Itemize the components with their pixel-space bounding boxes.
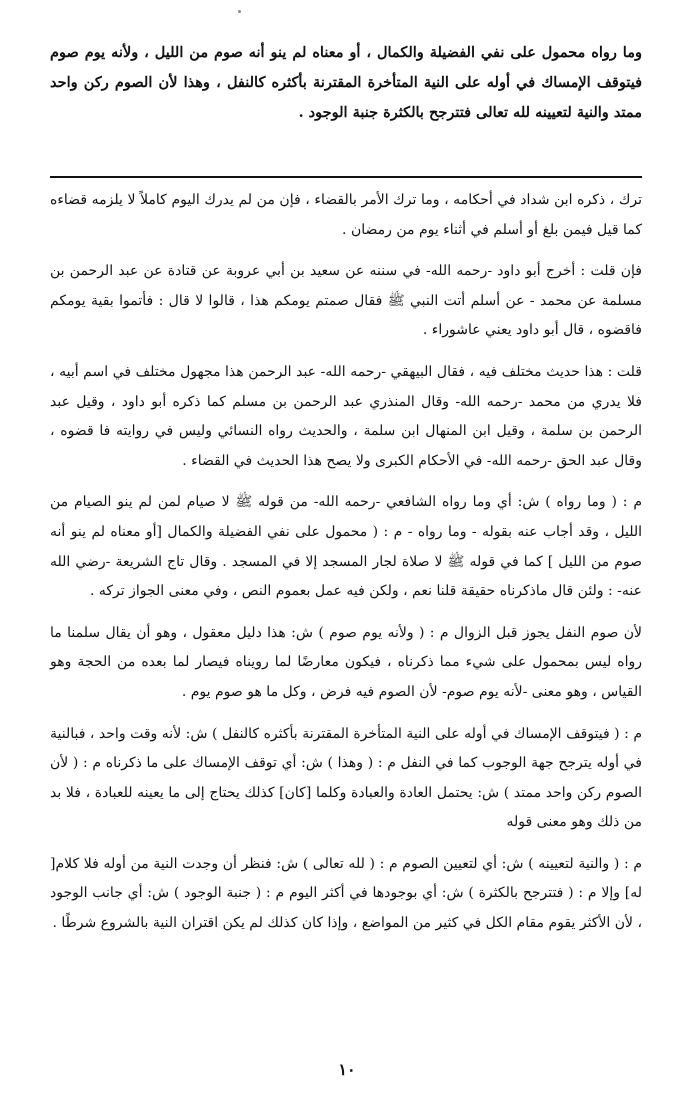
main-text: وما رواه محمول على نفي الفضيلة والكمال ، أو معناه لم ينو أنه صوم من الليل ، ولأنه يوم صوم فيتوقف الإمساك في أوله على النية المتأخرة المقترنة بأكثره كالنفل ، وهذا لأن الصوم ركن واحد ممتد والنية لتعيينه لله تعالى فتترجح بالكثرة جنبة الوجود . bbox=[50, 44, 642, 121]
commentary-paragraph: لأن صوم النفل يجوز قبل الزوال م : ( ولأنه يوم صوم ) ش: هذا دليل معقول ، وهو أن يقال سلمنا ما رواه ليس بمحمول على شيء مما ذكرناه ، فيكون معارضًا لما رويناه فيصار لما بعده من الحجة وهو القياس ، وهو معنى -لأنه يوم صوم- لأن الصوم فيه فرض ، وكل ما هو صوم يوم . bbox=[50, 624, 642, 700]
commentary-paragraph: قلت : هذا حديث مختلف فيه ، فقال البيهقي -رحمه الله- عبد الرحمن هذا مجهول مختلف في اسم أبيه ، فلا يدري من محمد -رحمه الله- وقال المنذري عبد الرحمن بن مسلم كما ذكره أبو داود ، وقيل عبد الرحمن بن سلمة ، وقيل ابن المنهال ابن سلمة ، والحديث رواه النسائي وليس في روايته فا قضوه ، وقال عبد الحق -رحمه الله- في الأحكام الكبرى ولا يصح هذا الحديث في القضاء . bbox=[50, 363, 642, 469]
main-text-block bbox=[50, 38, 642, 128]
commentary-paragraph: م : ( والنية لتعيينه ) ش: أي لتعيين الصوم م : ( لله تعالى ) ش: فنظر أن وجدت النية من أوله فلا كلام[ له] وإلا م : ( فتترجح بالكثرة ) ش: أي بوجودها في أكثر اليوم م : ( جنبة الوجود ) ش: أي جانب الوجود ، لأن الأكثر يقوم مقام الكل في كثير من المواضع ، وإذا كان كذلك لم يكن اقتران النية بالشروع شرطًا . bbox=[50, 855, 642, 932]
separator-line bbox=[50, 176, 642, 178]
commentary-block bbox=[50, 186, 642, 945]
commentary-paragraph: م : ( وما رواه ) ش: أي وما رواه الشافعي -رحمه الله- من قوله ﷺ لا صيام لمن لم ينو الصيام من الليل ، وقد أجاب عنه بقوله - وما رواه - م : ( محمول على نفي الفضيلة والكمال [أو معناه لم ينو أنه صوم من الليل ] كما في قوله ﷺ لا صلاة لجار المسجد إلا في المسجد . وقال تاج الشريعة -رضي الله عنه- : ولئن قال ماذكرناه حقيقة قلنا نعم ، ولكن فيه عمل بعموم النص ، وفي معنى الجواز تركه . bbox=[50, 494, 642, 600]
commentary-paragraph: ترك ، ذكره ابن شداد في أحكامه ، وما ترك الأمر بالقضاء ، فإن من لم يدرك اليوم كاملاً لا يلزمه قضاءه كما قيل فيمن بلغ أو أسلم في أثناء يوم من رمضان . bbox=[50, 192, 642, 238]
page-number: ١٠ bbox=[338, 1060, 356, 1079]
scan-speck bbox=[238, 10, 241, 13]
commentary-paragraph: م : ( فيتوقف الإمساك في أوله على النية المتأخرة المقترنة بأكثره كالنفل ) ش: لأنه وقت واحد ، فبالنية في أوله يترجح جهة الوجوب كما في النفل م : ( وهذا ) ش: أي توقف الإمساك على ما ذكرناه م : ( لأن الصوم ركن واحد ممتد ) ش: يحتمل العادة والعبادة وكلما [كان] كذلك يحتاج إلى ما يعينه للعبادة ، فلا بد من ذلك وهو معنى قوله bbox=[50, 725, 642, 831]
commentary-paragraph: فإن قلت : أخرج أبو داود -رحمه الله- في سننه عن سعيد بن أبي عروبة عن قتادة عن عبد الرحمن بن مسلمة عن محمد - عن أسلم أتت النبي ﷺ فقال صمتم يومكم هذا ، قالوا لا قال : فأتموا بقية يومكم فاقضوه ، قال أبو داود يعني عاشوراء . bbox=[50, 263, 642, 339]
